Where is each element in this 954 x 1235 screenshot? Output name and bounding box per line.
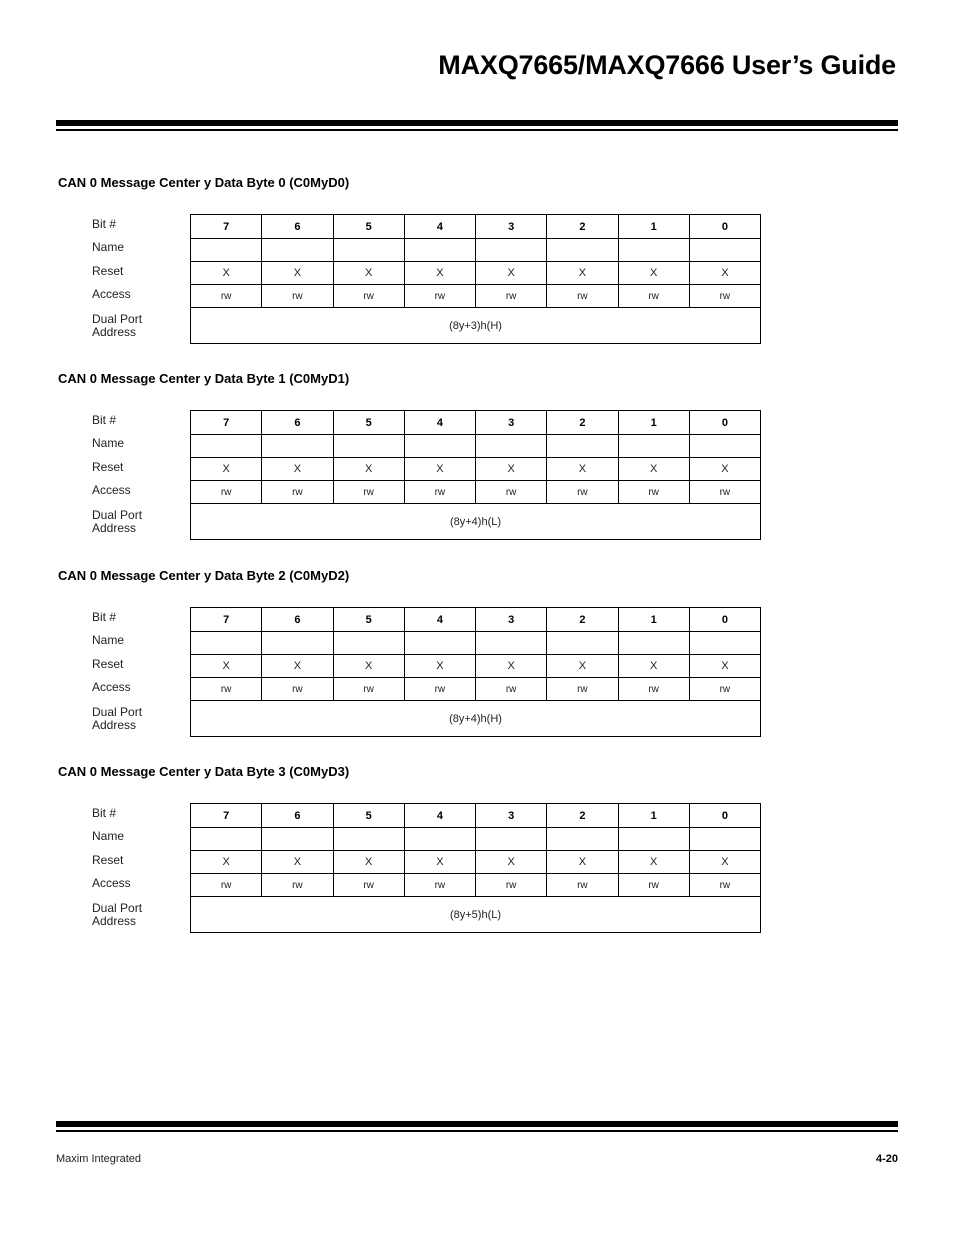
bit-number-cell: 7 <box>191 215 262 239</box>
label-name: Name <box>92 240 125 254</box>
reset-cell: X <box>689 262 760 285</box>
bit-number-cell: 2 <box>547 804 618 828</box>
access-cell: rw <box>262 874 333 897</box>
name-cell <box>404 632 475 655</box>
label-name: Name <box>92 829 125 843</box>
name-cell <box>191 435 262 458</box>
name-cell <box>547 828 618 851</box>
reset-row <box>191 458 761 481</box>
bit-number-row <box>191 804 761 828</box>
bit-number-cell: 6 <box>262 215 333 239</box>
name-cell <box>689 632 760 655</box>
dual-port-address-row <box>191 701 761 737</box>
label-bit-number: Bit # <box>92 217 117 231</box>
name-cell <box>404 239 475 262</box>
bit-number-cell: 1 <box>618 411 689 435</box>
name-cell <box>404 435 475 458</box>
bit-number-cell: 4 <box>404 411 475 435</box>
register-title: CAN 0 Message Center y Data Byte 0 (C0MyD0) <box>58 175 350 190</box>
reset-cell: X <box>476 262 547 285</box>
bit-number-cell: 3 <box>476 608 547 632</box>
bit-number-cell: 5 <box>333 411 404 435</box>
name-row <box>191 828 761 851</box>
label-access: Access <box>92 483 131 497</box>
name-cell <box>333 435 404 458</box>
name-cell <box>262 632 333 655</box>
label-dual-port-line1: Dual Port <box>92 508 143 522</box>
reset-row <box>191 851 761 874</box>
reset-cell: X <box>547 655 618 678</box>
label-reset: Reset <box>92 264 124 278</box>
reset-cell: X <box>333 458 404 481</box>
dual-port-address-cell: (8y+3)h(H) <box>191 308 761 344</box>
access-cell: rw <box>262 481 333 504</box>
footer-rule-thin <box>56 1130 898 1132</box>
label-reset: Reset <box>92 657 124 671</box>
name-cell <box>191 239 262 262</box>
access-cell: rw <box>547 285 618 308</box>
dual-port-address-cell: (8y+4)h(H) <box>191 701 761 737</box>
access-cell: rw <box>191 481 262 504</box>
access-cell: rw <box>333 285 404 308</box>
access-cell: rw <box>547 678 618 701</box>
reset-cell: X <box>547 458 618 481</box>
bit-number-cell: 2 <box>547 608 618 632</box>
bit-number-cell: 3 <box>476 804 547 828</box>
reset-cell: X <box>404 851 475 874</box>
access-cell: rw <box>689 481 760 504</box>
header-rule-thick <box>56 120 898 126</box>
reset-cell: X <box>262 851 333 874</box>
name-cell <box>689 435 760 458</box>
bit-number-row <box>191 608 761 632</box>
bit-number-cell: 6 <box>262 804 333 828</box>
dual-port-address-row <box>191 308 761 344</box>
bit-number-cell: 2 <box>547 215 618 239</box>
label-dual-port-address <box>92 509 142 535</box>
bit-number-cell: 1 <box>618 608 689 632</box>
access-cell: rw <box>404 678 475 701</box>
label-dual-port-line1: Dual Port <box>92 312 143 326</box>
access-row <box>191 874 761 897</box>
register-table <box>190 803 761 933</box>
label-bit-number: Bit # <box>92 806 117 820</box>
bit-number-cell: 7 <box>191 411 262 435</box>
dual-port-address-row <box>191 504 761 540</box>
bit-number-cell: 4 <box>404 215 475 239</box>
name-cell <box>618 239 689 262</box>
dual-port-address-cell: (8y+5)h(L) <box>191 897 761 933</box>
label-dual-port-address <box>92 902 142 928</box>
bit-number-cell: 2 <box>547 411 618 435</box>
label-reset: Reset <box>92 853 124 867</box>
label-dual-port-line2: Address <box>92 914 137 928</box>
label-access: Access <box>92 680 131 694</box>
access-row <box>191 481 761 504</box>
label-name: Name <box>92 633 125 647</box>
reset-cell: X <box>547 262 618 285</box>
name-cell <box>618 632 689 655</box>
bit-number-cell: 4 <box>404 608 475 632</box>
footer-company: Maxim Integrated <box>56 1153 141 1165</box>
reset-cell: X <box>333 655 404 678</box>
access-cell: rw <box>618 874 689 897</box>
name-cell <box>262 435 333 458</box>
reset-cell: X <box>404 458 475 481</box>
bit-number-cell: 0 <box>689 411 760 435</box>
access-cell: rw <box>476 678 547 701</box>
bit-number-cell: 7 <box>191 608 262 632</box>
bit-number-cell: 0 <box>689 215 760 239</box>
name-row <box>191 239 761 262</box>
name-cell <box>333 239 404 262</box>
name-cell <box>689 828 760 851</box>
page-title: MAXQ7665/MAXQ7666 User’s Guide <box>438 50 896 80</box>
name-cell <box>476 632 547 655</box>
register-table <box>190 607 761 737</box>
reset-cell: X <box>262 262 333 285</box>
register-title: CAN 0 Message Center y Data Byte 3 (C0MyD3) <box>58 764 350 779</box>
bit-number-cell: 6 <box>262 411 333 435</box>
reset-cell: X <box>689 655 760 678</box>
bit-number-cell: 3 <box>476 411 547 435</box>
access-cell: rw <box>262 678 333 701</box>
access-cell: rw <box>476 874 547 897</box>
access-cell: rw <box>618 481 689 504</box>
label-reset: Reset <box>92 460 124 474</box>
access-cell: rw <box>689 285 760 308</box>
name-cell <box>262 239 333 262</box>
access-cell: rw <box>404 874 475 897</box>
access-cell: rw <box>333 481 404 504</box>
access-cell: rw <box>333 874 404 897</box>
access-row <box>191 285 761 308</box>
reset-cell: X <box>191 851 262 874</box>
reset-cell: X <box>618 458 689 481</box>
access-cell: rw <box>191 874 262 897</box>
reset-row <box>191 262 761 285</box>
access-cell: rw <box>618 678 689 701</box>
register-table <box>190 410 761 540</box>
name-cell <box>618 435 689 458</box>
label-dual-port-line2: Address <box>92 521 137 535</box>
label-dual-port-line2: Address <box>92 718 137 732</box>
bit-number-cell: 6 <box>262 608 333 632</box>
reset-cell: X <box>262 655 333 678</box>
reset-cell: X <box>191 262 262 285</box>
label-dual-port-address <box>92 313 142 339</box>
name-cell <box>476 435 547 458</box>
header-rule-thin <box>56 129 898 131</box>
bit-number-cell: 1 <box>618 215 689 239</box>
name-cell <box>547 435 618 458</box>
dual-port-address-row <box>191 897 761 933</box>
access-cell: rw <box>547 481 618 504</box>
bit-number-cell: 0 <box>689 804 760 828</box>
bit-number-cell: 1 <box>618 804 689 828</box>
reset-cell: X <box>476 458 547 481</box>
name-cell <box>547 632 618 655</box>
name-cell <box>547 239 618 262</box>
name-row <box>191 435 761 458</box>
label-name: Name <box>92 436 125 450</box>
label-access: Access <box>92 876 131 890</box>
bit-number-row <box>191 411 761 435</box>
reset-cell: X <box>476 851 547 874</box>
access-cell: rw <box>404 285 475 308</box>
name-cell <box>191 632 262 655</box>
reset-cell: X <box>689 458 760 481</box>
reset-cell: X <box>191 458 262 481</box>
reset-cell: X <box>618 655 689 678</box>
reset-cell: X <box>404 655 475 678</box>
access-cell: rw <box>689 678 760 701</box>
bit-number-cell: 3 <box>476 215 547 239</box>
bit-number-cell: 0 <box>689 608 760 632</box>
label-dual-port-address <box>92 706 142 732</box>
reset-cell: X <box>333 851 404 874</box>
name-cell <box>476 239 547 262</box>
name-cell <box>618 828 689 851</box>
label-access: Access <box>92 287 131 301</box>
access-cell: rw <box>547 874 618 897</box>
access-cell: rw <box>333 678 404 701</box>
register-table <box>190 214 761 344</box>
register-title: CAN 0 Message Center y Data Byte 1 (C0MyD1) <box>58 371 350 386</box>
access-cell: rw <box>191 678 262 701</box>
name-cell <box>689 239 760 262</box>
label-bit-number: Bit # <box>92 610 117 624</box>
name-row <box>191 632 761 655</box>
bit-number-cell: 5 <box>333 608 404 632</box>
access-cell: rw <box>689 874 760 897</box>
bit-number-cell: 4 <box>404 804 475 828</box>
reset-cell: X <box>262 458 333 481</box>
name-cell <box>404 828 475 851</box>
bit-number-row <box>191 215 761 239</box>
footer-rule-thick <box>56 1121 898 1127</box>
name-cell <box>333 632 404 655</box>
access-cell: rw <box>191 285 262 308</box>
access-cell: rw <box>618 285 689 308</box>
bit-number-cell: 7 <box>191 804 262 828</box>
bit-number-cell: 5 <box>333 215 404 239</box>
reset-cell: X <box>618 851 689 874</box>
bit-number-cell: 5 <box>333 804 404 828</box>
register-title: CAN 0 Message Center y Data Byte 2 (C0MyD2) <box>58 568 350 583</box>
name-cell <box>476 828 547 851</box>
label-dual-port-line2: Address <box>92 325 137 339</box>
reset-cell: X <box>404 262 475 285</box>
reset-cell: X <box>476 655 547 678</box>
label-bit-number: Bit # <box>92 413 117 427</box>
name-cell <box>262 828 333 851</box>
reset-cell: X <box>191 655 262 678</box>
access-row <box>191 678 761 701</box>
dual-port-address-cell: (8y+4)h(L) <box>191 504 761 540</box>
label-dual-port-line1: Dual Port <box>92 705 143 719</box>
access-cell: rw <box>476 481 547 504</box>
access-cell: rw <box>476 285 547 308</box>
footer-page-number: 4-20 <box>875 1153 898 1165</box>
label-dual-port-line1: Dual Port <box>92 901 143 915</box>
access-cell: rw <box>404 481 475 504</box>
reset-cell: X <box>618 262 689 285</box>
reset-cell: X <box>333 262 404 285</box>
reset-row <box>191 655 761 678</box>
name-cell <box>333 828 404 851</box>
reset-cell: X <box>547 851 618 874</box>
access-cell: rw <box>262 285 333 308</box>
name-cell <box>191 828 262 851</box>
reset-cell: X <box>689 851 760 874</box>
